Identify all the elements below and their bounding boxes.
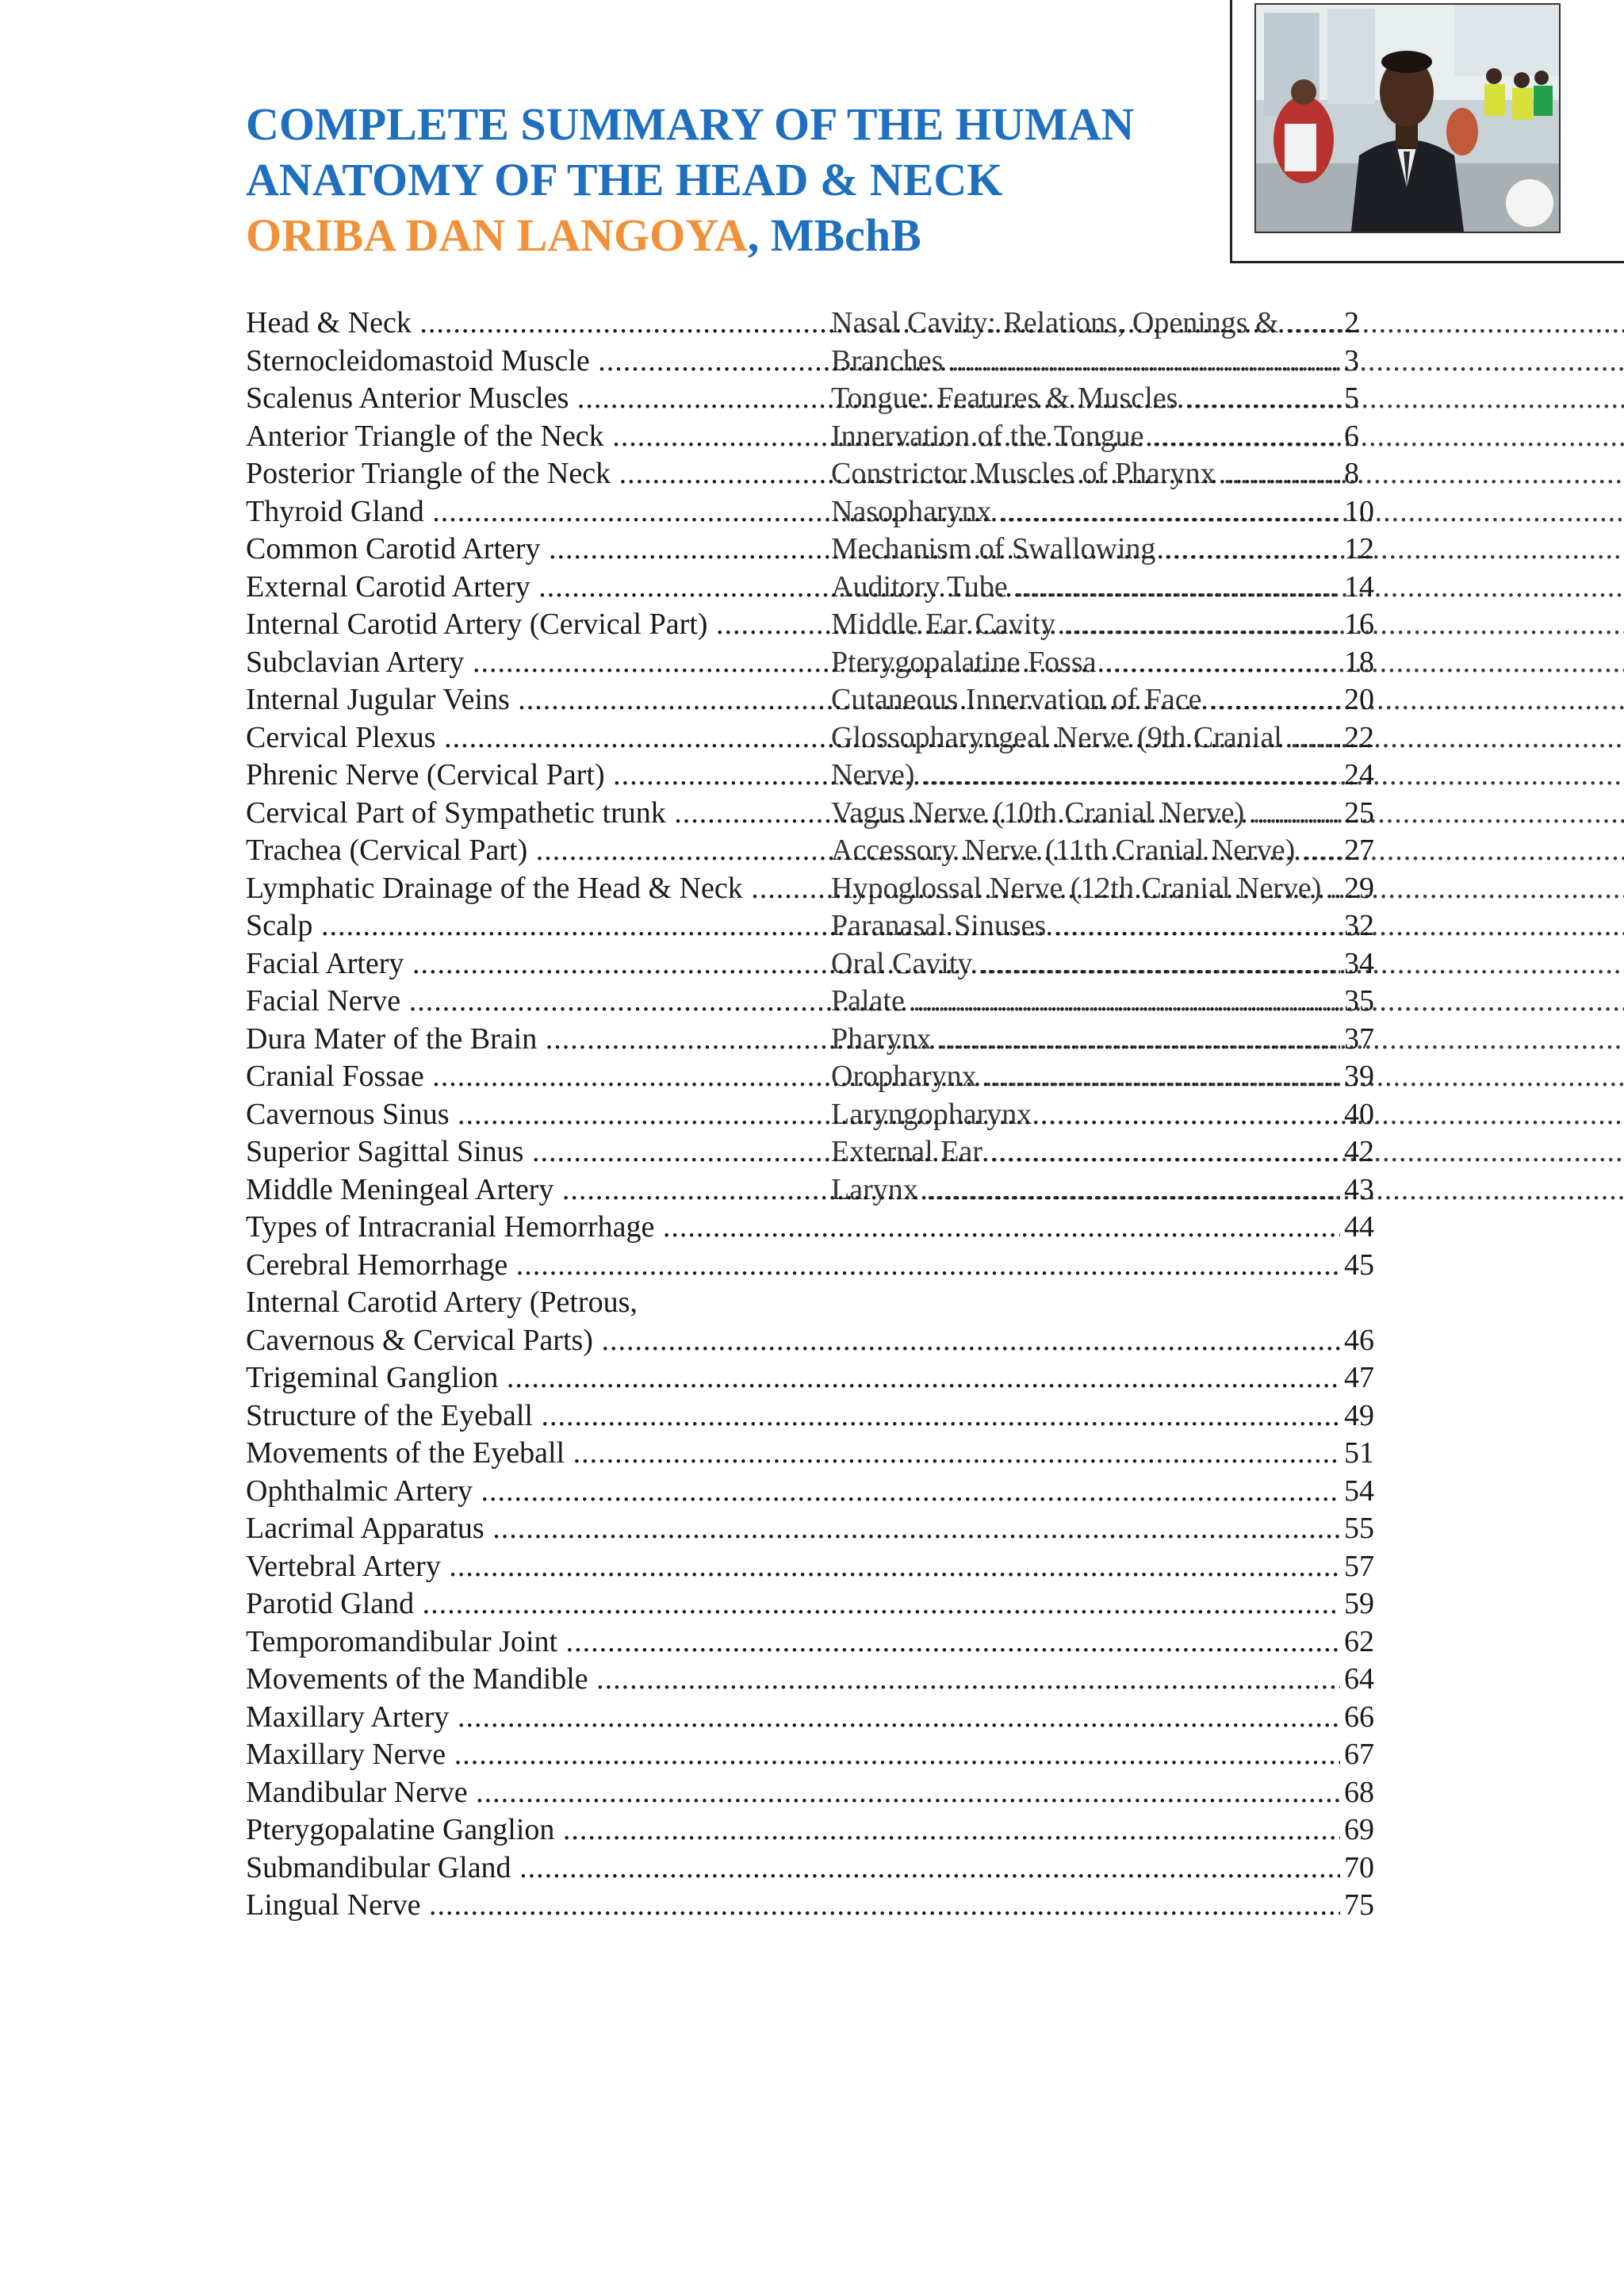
toc-entry-page: 75: [1344, 1888, 1374, 1922]
toc-overlay-entry[interactable]: [831, 531, 1624, 569]
toc-entry-page: 14: [1344, 569, 1374, 604]
toc-entry[interactable]: [246, 1322, 1378, 1360]
toc-entry-title: Types of Intracranial Hemorrhage .....: [246, 1209, 1340, 1247]
toc-overlay-entry[interactable]: [831, 832, 1624, 870]
toc-entry-page: 29: [1344, 871, 1374, 905]
toc-overlay-entry[interactable]: [831, 681, 1624, 719]
toc-entry-page: 59: [1344, 1587, 1374, 1620]
toc-entry-page: 27: [1344, 834, 1374, 867]
toc-overlay-entry[interactable]: [831, 1096, 1624, 1134]
toc-overlay-entry-title: External Ear .....: [831, 1133, 1624, 1171]
title-line-1: COMPLETE SUMMARY OF THE HUMAN: [246, 98, 1135, 150]
toc-overlay-entry-title: Oral Cavity .....: [831, 945, 1624, 983]
toc-overlay-entry[interactable]: [831, 606, 1624, 644]
toc-entry-title: Maxillary Artery .....: [246, 1699, 1340, 1737]
toc-entry-page: 39: [1344, 1060, 1374, 1093]
toc-overlay-entry-title: Cutaneous Innervation of Face .....: [831, 681, 1624, 719]
author-line: [246, 208, 1134, 263]
toc-entry-title: Subclavian Artery .....: [246, 644, 1340, 682]
author-degree: , MBchB: [747, 209, 921, 261]
toc-entry-title: Internal Carotid Artery (Cervical Part) .....: [246, 606, 1340, 644]
toc-entry-title: Cranial Fossae .....: [246, 1058, 1340, 1096]
table-of-contents-overlay: [831, 305, 1624, 1209]
toc-overlay-entry[interactable]: [831, 418, 1624, 456]
toc-entry-page: 69: [1344, 1813, 1374, 1846]
toc-entry-title: Middle Meningeal Artery .....: [246, 1171, 1340, 1209]
toc-entry[interactable]: [246, 1699, 1378, 1737]
toc-entry-page: 55: [1344, 1512, 1374, 1545]
toc-entry-title: Scalp .....: [246, 907, 1340, 945]
toc-entry-page: 40: [1344, 1097, 1374, 1131]
toc-entry-title: Cavernous & Cervical Parts) .....: [246, 1322, 1340, 1360]
toc-entry-title: Thyroid Gland .....: [246, 493, 1340, 531]
toc-overlay-entry-title: Laryngopharynx .....: [831, 1096, 1624, 1134]
toc-overlay-entry[interactable]: [831, 569, 1624, 607]
toc-entry-title: Lacrimal Apparatus .....: [246, 1510, 1340, 1548]
toc-overlay-entry-title: Paranasal Sinuses .....: [831, 907, 1624, 945]
document-title-block: [246, 97, 1134, 263]
toc-overlay-entry-title: Branches .....: [831, 343, 1624, 381]
toc-entry-page: 6: [1344, 419, 1359, 453]
toc-entry-page: 64: [1344, 1662, 1374, 1696]
toc-entry-title: Trigeminal Ganglion .....: [246, 1359, 1340, 1397]
toc-overlay-entry-title: Innervation of the Tongue .....: [831, 418, 1624, 456]
toc-entry-page: 37: [1344, 1022, 1374, 1056]
toc-entry-title: Cavernous Sinus .....: [246, 1096, 1340, 1134]
toc-entry-title: Pterygopalatine Ganglion .....: [246, 1811, 1340, 1849]
author-photo-image: [1256, 5, 1559, 232]
toc-overlay-entry-title: Palate .....: [831, 983, 1624, 1021]
toc-entry-page: 43: [1344, 1172, 1374, 1206]
author-name: ORIBA DAN LANGOYA: [246, 209, 748, 261]
toc-entry-title: Scalenus Anterior Muscles .....: [246, 380, 1340, 418]
toc-entry[interactable]: [246, 1811, 1378, 1849]
toc-entry-title: Cerebral Hemorrhage .....: [246, 1247, 1340, 1285]
toc-entry-title: Movements of the Mandible .....: [246, 1661, 1340, 1699]
toc-entry-title: Parotid Gland .....: [246, 1585, 1340, 1623]
toc-overlay-entry[interactable]: [831, 1171, 1624, 1209]
toc-entry-title: Common Carotid Artery .....: [246, 531, 1340, 569]
toc-overlay-entry[interactable]: [831, 493, 1624, 531]
toc-overlay-entry-title: Tongue: Features & Muscles .....: [831, 380, 1624, 418]
toc-entry[interactable]: [246, 1849, 1378, 1888]
toc-overlay-entry-title: Glossopharyngeal Nerve (9th Cranial .....: [831, 719, 1624, 757]
toc-entry-page: 34: [1344, 946, 1374, 980]
toc-entry-title: Movements of the Eyeball .....: [246, 1435, 1340, 1473]
toc-overlay-entry-title: Pharynx .....: [831, 1021, 1624, 1059]
toc-overlay-entry-title: Constrictor Muscles of Pharynx .....: [831, 455, 1624, 493]
toc-overlay-entry[interactable]: [831, 907, 1624, 945]
toc-entry-page: 44: [1344, 1210, 1374, 1244]
author-photo: [1254, 3, 1561, 233]
toc-entry[interactable]: [246, 1736, 1378, 1774]
toc-entry-title: Ophthalmic Artery .....: [246, 1473, 1340, 1511]
toc-overlay-entry[interactable]: [831, 343, 1624, 381]
toc-overlay-entry-title: Nerve) .....: [831, 757, 1624, 795]
toc-entry-title: Trachea (Cervical Part) .....: [246, 832, 1340, 870]
toc-entry[interactable]: [246, 1548, 1378, 1586]
toc-entry-page: 3: [1344, 343, 1359, 378]
toc-overlay-entry-title: Nasopharynx .....: [831, 493, 1624, 531]
toc-overlay-entry-title: Nasal Cavity: Relations, Openings & .....: [831, 305, 1624, 343]
toc-entry[interactable]: [246, 1435, 1378, 1473]
toc-entry-page: 54: [1344, 1474, 1374, 1508]
toc-entry-page: 51: [1344, 1436, 1374, 1470]
toc-entry-page: 8: [1344, 457, 1359, 490]
toc-overlay-entry[interactable]: [831, 795, 1624, 833]
toc-entry-title: Superior Sagittal Sinus .....: [246, 1133, 1340, 1171]
toc-entry-title: Head & Neck .....: [246, 305, 1340, 343]
toc-entry-page: 16: [1344, 608, 1374, 641]
toc-overlay-entry[interactable]: [831, 945, 1624, 983]
toc-entry-page: 18: [1344, 645, 1374, 679]
toc-entry-page: 10: [1344, 494, 1374, 528]
toc-overlay-entry[interactable]: [831, 870, 1624, 908]
toc-overlay-entry[interactable]: [831, 1058, 1624, 1096]
toc-entry-page: 5: [1344, 381, 1359, 415]
toc-entry-page: 12: [1344, 532, 1374, 565]
toc-entry-page: 68: [1344, 1775, 1374, 1809]
title-line-2: ANATOMY OF THE HEAD & NECK: [246, 154, 1003, 205]
toc-entry[interactable]: [246, 1284, 1378, 1322]
toc-entry-title: Cervical Part of Sympathetic trunk .....: [246, 795, 1340, 833]
toc-entry-page: 57: [1344, 1549, 1374, 1583]
toc-entry-page: 25: [1344, 795, 1374, 830]
toc-overlay-entry-title: Hypoglossal Nerve (12th Cranial Nerve) .....: [831, 870, 1624, 908]
toc-overlay-entry[interactable]: [831, 983, 1624, 1021]
toc-entry-page: 24: [1344, 758, 1374, 792]
toc-entry-title: Maxillary Nerve .....: [246, 1736, 1340, 1774]
toc-entry-title: Internal Jugular Veins .....: [246, 681, 1340, 719]
toc-entry-page: 49: [1344, 1398, 1374, 1432]
toc-entry-title: Cervical Plexus .....: [246, 719, 1340, 757]
toc-overlay-entry-title: Oropharynx .....: [831, 1058, 1624, 1096]
toc-overlay-entry[interactable]: [831, 1133, 1624, 1171]
toc-overlay-entry[interactable]: [831, 719, 1624, 757]
toc-entry-title: Internal Carotid Artery (Petrous,: [246, 1286, 638, 1319]
toc-entry-page: 46: [1344, 1323, 1374, 1357]
toc-entry[interactable]: [246, 1887, 1378, 1925]
toc-entry-title: Anterior Triangle of the Neck .....: [246, 418, 1340, 456]
toc-entry-title: Vertebral Artery .....: [246, 1548, 1340, 1586]
toc-entry-title: Sternocleidomastoid Muscle .....: [246, 343, 1340, 381]
toc-entry-page: 2: [1344, 306, 1359, 339]
toc-entry[interactable]: [246, 1359, 1378, 1397]
toc-overlay-entry[interactable]: [831, 644, 1624, 682]
toc-entry-title: Structure of the Eyeball .....: [246, 1397, 1340, 1435]
toc-entry-title: Facial Nerve .....: [246, 983, 1340, 1021]
toc-entry-title: Dura Mater of the Brain .....: [246, 1021, 1340, 1059]
toc-entry-page: 66: [1344, 1700, 1374, 1734]
toc-entry-page: 45: [1344, 1248, 1374, 1282]
toc-overlay-entry-title: Auditory Tube .....: [831, 569, 1624, 607]
toc-entry-page: 22: [1344, 720, 1374, 754]
toc-entry-title: Phrenic Nerve (Cervical Part) .....: [246, 757, 1340, 795]
toc-overlay-entry-title: Accessory Nerve (11th Cranial Nerve) .....: [831, 832, 1624, 870]
toc-entry[interactable]: [246, 1397, 1378, 1435]
toc-entry-title: Mandibular Nerve .....: [246, 1774, 1340, 1812]
toc-overlay-entry-title: Middle Ear Cavity .....: [831, 606, 1624, 644]
toc-entry-title: External Carotid Artery .....: [246, 569, 1340, 607]
toc-entry-page: 32: [1344, 909, 1374, 942]
toc-entry[interactable]: [246, 1661, 1378, 1699]
toc-overlay-entry[interactable]: [831, 1021, 1624, 1059]
toc-overlay-entry[interactable]: [831, 757, 1624, 795]
toc-entry-page: 62: [1344, 1624, 1374, 1658]
toc-overlay-entry-title: Vagus Nerve (10th Cranial Nerve) .....: [831, 795, 1624, 833]
toc-entry-title: Submandibular Gland .....: [246, 1849, 1340, 1888]
toc-entry[interactable]: [246, 1247, 1378, 1285]
toc-overlay-entry[interactable]: [831, 455, 1624, 493]
toc-entry-page: 35: [1344, 984, 1374, 1018]
author-photo-frame: [1230, 0, 1624, 263]
toc-entry-page: 47: [1344, 1361, 1374, 1394]
toc-entry[interactable]: [246, 1510, 1378, 1548]
toc-entry[interactable]: [246, 1473, 1378, 1511]
toc-overlay-entry-title: Mechanism of Swallowing .....: [831, 531, 1624, 569]
toc-entry-title: Posterior Triangle of the Neck .....: [246, 455, 1340, 493]
toc-entry[interactable]: [246, 1774, 1378, 1812]
toc-entry[interactable]: [246, 1585, 1378, 1623]
toc-entry-page: 20: [1344, 683, 1374, 716]
toc-overlay-entry[interactable]: [831, 305, 1624, 343]
toc-entry-page: 70: [1344, 1850, 1374, 1884]
toc-entry-title: Temporomandibular Joint .....: [246, 1623, 1340, 1662]
toc-entry-page: 67: [1344, 1738, 1374, 1771]
toc-entry-title: Lymphatic Drainage of the Head & Neck .....: [246, 870, 1340, 908]
toc-entry[interactable]: [246, 1209, 1378, 1247]
toc-overlay-entry[interactable]: [831, 380, 1624, 418]
toc-overlay-entry-title: Larynx .....: [831, 1171, 1624, 1209]
toc-entry-page: 42: [1344, 1135, 1374, 1168]
toc-entry-title: Lingual Nerve .....: [246, 1887, 1340, 1925]
toc-entry[interactable]: [246, 1623, 1378, 1662]
toc-entry-title: Facial Artery .....: [246, 945, 1340, 983]
toc-overlay-entry-title: Pterygopalatine Fossa .....: [831, 644, 1624, 682]
